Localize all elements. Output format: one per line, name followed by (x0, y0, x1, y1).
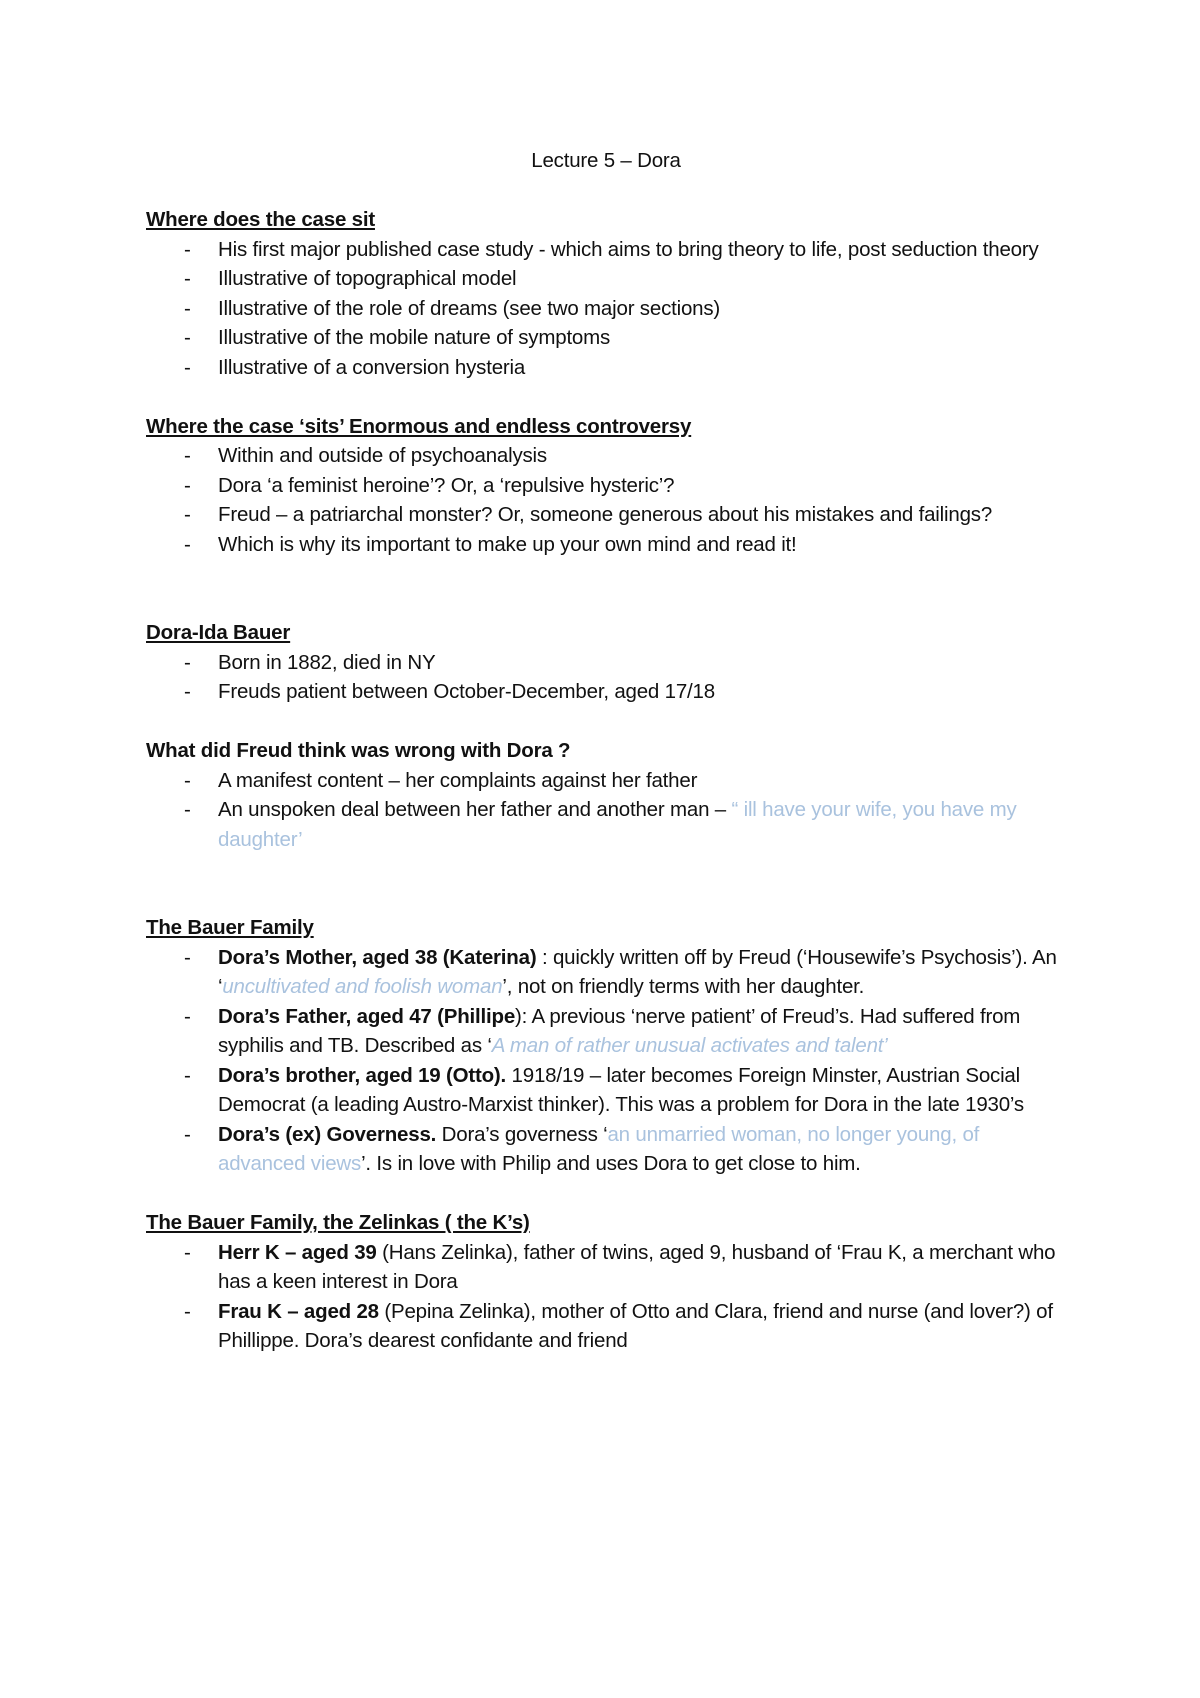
list-item-governess (146, 1120, 1066, 1179)
item-text: (Hans Zelinka), father of twins, aged 9, husband of ‘Frau K, a merchant who has a keen interest in Dora (218, 1240, 1056, 1293)
list-wrong-with-dora (146, 766, 1066, 855)
list-item: - A manifest content – her complaints against her father (146, 766, 1066, 796)
item-text: : quickly written off by Freud (‘Housewife’s Psychosis’). An ‘ (218, 945, 1057, 998)
quote-text: “ ill have your wife, you have my daughter’ (218, 798, 1017, 851)
item-label: Dora’s Mother, aged 38 (Katerina) (218, 945, 537, 969)
item-label: Dora’s (ex) Governess. (218, 1122, 437, 1146)
item-label: Dora’s brother, aged 19 (Otto). (218, 1063, 507, 1087)
item-text: ’. Is in love with Philip and uses Dora to get close to him. (361, 1152, 861, 1175)
item-text: An unspoken deal between her father and another man – (218, 798, 732, 821)
quote-text: an unmarried woman, no longer young, of advanced views (218, 1122, 980, 1175)
heading-controversy: Where the case ‘sits’ Enormous and endless controversy (146, 414, 692, 438)
list-item: - Illustrative of the role of dreams (see two major sections) (146, 294, 1066, 324)
list-item-mother (146, 943, 1066, 1002)
heading-wrong-with-dora: What did Freud think was wrong with Dora ? (146, 739, 571, 762)
document-page (146, 146, 1066, 1356)
item-text: ): A previous ‘nerve patient’ of Freud’s. Had suffered from syphilis and TB. Described as ‘ (218, 1004, 1021, 1057)
list-controversy (146, 441, 1066, 559)
list-item-herr-k (146, 1238, 1066, 1297)
quote-text: uncultivated and foolish woman (222, 975, 503, 998)
item-text: 1918/19 – later becomes Foreign Minster, Austrian Social Democrat (a leading Austro-Marxist thinker). This was a problem for Dora in the late 1930’s (218, 1063, 1024, 1116)
list-item-father (146, 1002, 1066, 1061)
list-item: - Illustrative of the mobile nature of symptoms (146, 323, 1066, 353)
item-text: Dora’s governess ‘ (436, 1122, 608, 1146)
list-zelinkas (146, 1238, 1066, 1356)
item-text: (Pepina Zelinka), mother of Otto and Clara, friend and nurse (and lover?) of Phillippe. Dora’s dearest confidante and friend (218, 1299, 1053, 1352)
quote-text: A man of rather unusual activates and talent’ (491, 1034, 888, 1057)
heading-zelinkas: The Bauer Family, the Zelinkas ( the K’s) (146, 1211, 530, 1234)
list-item: - Illustrative of a conversion hysteria (146, 353, 1066, 383)
list-item-brother (146, 1061, 1066, 1120)
list-item-frau-k (146, 1297, 1066, 1356)
item-label: Frau K – aged 28 (218, 1299, 379, 1323)
list-item: - Dora ‘a feminist heroine’? Or, a ‘repulsive hysteric’? (146, 471, 1066, 501)
list-item: - His first major published case study - which aims to bring theory to life, post seduction theory (146, 235, 1066, 265)
list-dora-ida (146, 648, 1066, 707)
list-item: - Born in 1882, died in NY (146, 648, 1066, 678)
heading-bauer-family: The Bauer Family (146, 916, 314, 939)
list-where-case-sits (146, 235, 1066, 383)
heading-dora-ida: Dora-Ida Bauer (146, 621, 291, 644)
page-title: Lecture 5 – Dora (531, 149, 681, 172)
list-item: - Within and outside of psychoanalysis (146, 441, 1066, 471)
heading-where-case-sits: Where does the case sit (146, 208, 375, 231)
list-item: - Illustrative of topographical model (146, 264, 1066, 294)
item-label: Herr K – aged 39 (218, 1240, 377, 1264)
list-item (146, 795, 1066, 854)
item-text: ’, not on friendly terms with her daughter. (502, 975, 865, 998)
list-item: - Which is why its important to make up your own mind and read it! (146, 530, 1066, 560)
list-bauer-family (146, 943, 1066, 1179)
list-item: - Freud – a patriarchal monster? Or, someone generous about his mistakes and failings? (146, 500, 1066, 530)
list-item: - Freuds patient between October-December, aged 17/18 (146, 677, 1066, 707)
item-label: Dora’s Father, aged 47 (Phillipe (218, 1004, 516, 1028)
